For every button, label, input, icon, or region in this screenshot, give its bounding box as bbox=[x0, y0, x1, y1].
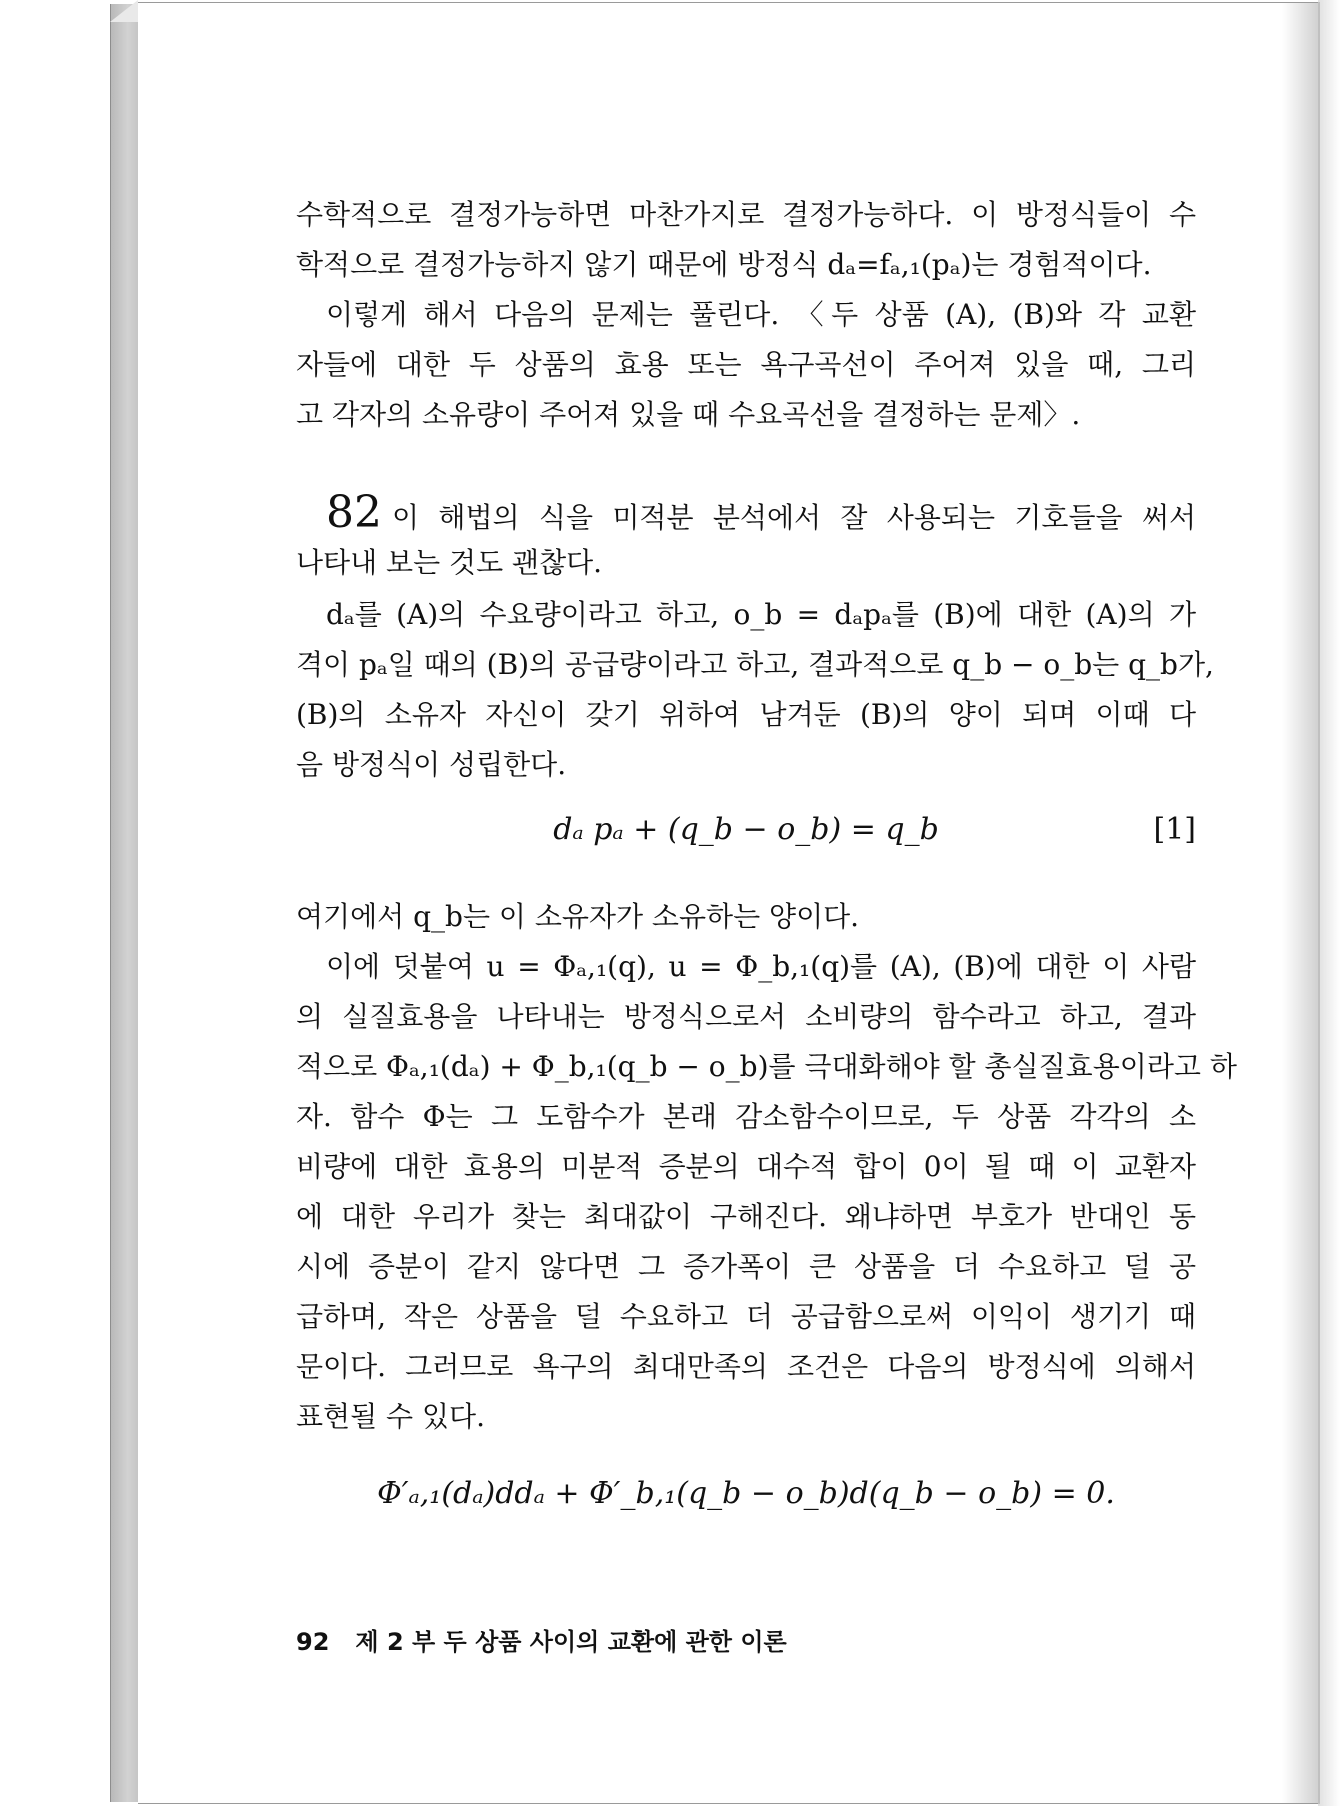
equation-1 bbox=[296, 812, 1196, 847]
paragraph-4 bbox=[296, 892, 1196, 942]
paragraph-5 bbox=[296, 942, 1237, 1442]
paragraph-1 bbox=[296, 190, 1196, 290]
text-line: 여기에서 q_b는 이 소유자가 소유하는 양이다. bbox=[296, 900, 860, 933]
running-title: 제 2 부 두 상품 사이의 교환에 관한 이론 bbox=[355, 1628, 787, 1656]
text-line: 의 실질효용을 나타내는 방정식으로서 소비량의 함수라고 하고, 결과 bbox=[296, 1000, 1196, 1033]
section-number: 82 bbox=[326, 487, 382, 538]
section-82 bbox=[296, 488, 1196, 588]
equation-formula: Φ′ₐ,₁(dₐ)ddₐ + Φ′_b,₁(q_b − o_b)d(q_b − o_b) = 0. bbox=[377, 1476, 1115, 1511]
equation-number: [1] bbox=[1153, 812, 1196, 847]
text-line: 에 대한 우리가 찾는 최대값이 구해진다. 왜냐하면 부호가 반대인 동 bbox=[296, 1200, 1196, 1233]
text-line: 자들에 대한 두 상품의 효용 또는 욕구곡선이 주어져 있을 때, 그리 bbox=[296, 348, 1196, 381]
text-line: 자. 함수 Φ는 그 도함수가 본래 감소함수이므로, 두 상품 각각의 소 bbox=[296, 1100, 1196, 1133]
section-first-line bbox=[296, 488, 1196, 538]
page-outer-shadow bbox=[1318, 0, 1340, 1806]
text-line: 표현될 수 있다. bbox=[296, 1400, 485, 1433]
paragraph-3 bbox=[296, 590, 1214, 790]
text-line: dₐ를 (A)의 수요량이라고 하고, o_b = dₐpₐ를 (B)에 대한 (A)의 가 bbox=[326, 598, 1196, 631]
equation-2 bbox=[296, 1476, 1196, 1511]
text-line: 시에 증분이 같지 않다면 그 증가폭이 큰 상품을 더 수요하고 덜 공 bbox=[296, 1250, 1196, 1283]
text-line: 이렇게 해서 다음의 문제는 풀린다. 〈두 상품 (A), (B)와 각 교환 bbox=[326, 298, 1196, 331]
text-line: 학적으로 결정가능하지 않기 때문에 방정식 dₐ=fₐ,₁(pₐ)는 경험적이다. bbox=[296, 248, 1152, 281]
text-line: 적으로 Φₐ,₁(dₐ) + Φ_b,₁(q_b − o_b)를 극대화해야 할 총실질효용이라고 하 bbox=[296, 1050, 1237, 1083]
book-spine bbox=[110, 4, 139, 1802]
text-line: 수학적으로 결정가능하면 마찬가지로 결정가능하다. 이 방정식들이 수 bbox=[296, 198, 1196, 231]
text-line: (B)의 소유자 자신이 갖기 위하여 남겨둔 (B)의 양이 되며 이때 다 bbox=[296, 698, 1196, 731]
text-line: 격이 pₐ일 때의 (B)의 공급량이라고 하고, 결과적으로 q_b − o_b는 q_b가, bbox=[296, 648, 1214, 681]
text-line: 문이다. 그러므로 욕구의 최대만족의 조건은 다음의 방정식에 의해서 bbox=[296, 1350, 1196, 1383]
text-line: 음 방정식이 성립한다. bbox=[296, 748, 567, 781]
text-line: 비량에 대한 효용의 미분적 증분의 대수적 합이 0이 될 때 이 교환자 bbox=[296, 1150, 1196, 1183]
text-line: 고 각자의 소유량이 주어져 있을 때 수요곡선을 결정하는 문제〉. bbox=[296, 398, 1081, 431]
page-footer bbox=[296, 1622, 787, 1657]
paragraph-2 bbox=[296, 290, 1196, 440]
page-edge-shadow bbox=[1282, 3, 1318, 1803]
text-line: 나타내 보는 것도 괜찮다. bbox=[296, 546, 603, 579]
text-line: 이에 덧붙여 u = Φₐ,₁(q), u = Φ_b,₁(q)를 (A), (B)에 대한 이 사람 bbox=[326, 950, 1196, 983]
section-text: 이 해법의 식을 미적분 분석에서 잘 사용되는 기호들을 써서 bbox=[392, 501, 1196, 534]
page-number: 92 bbox=[296, 1628, 330, 1656]
equation-formula: dₐ pₐ + (q_b − o_b) = q_b bbox=[553, 812, 939, 847]
text-line: 급하며, 작은 상품을 덜 수요하고 더 공급함으로써 이익이 생기기 때 bbox=[296, 1300, 1196, 1333]
